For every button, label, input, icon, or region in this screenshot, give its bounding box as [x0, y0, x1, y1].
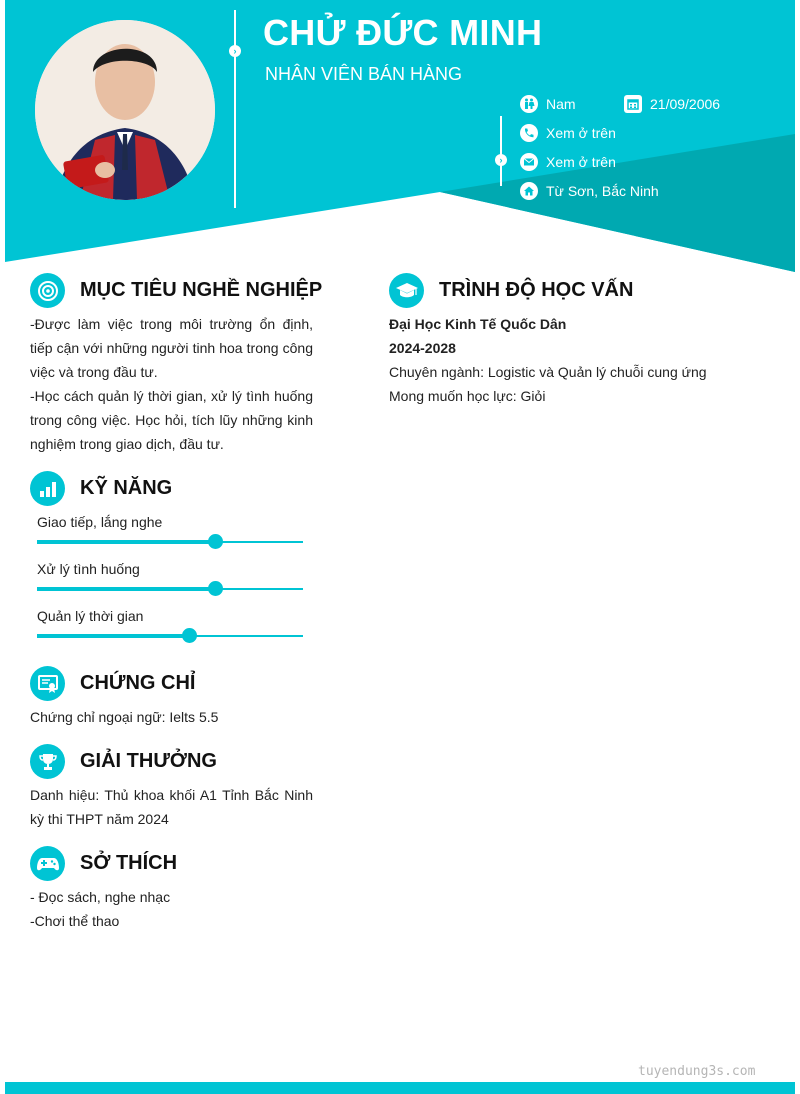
hobbies-title: SỞ THÍCH [80, 852, 178, 874]
hobby-item: - Đọc sách, nghe nhạc [30, 889, 171, 905]
awards-title: GIẢI THƯỞNG [80, 750, 217, 772]
skill-bar-fill [37, 634, 189, 638]
gender-info [520, 95, 576, 113]
objective-text-1: -Được làm việc trong môi trường ổn định, tiếp cận với những người tinh hoa trong công việc và trong đầu tư. [30, 316, 313, 380]
certificates-heading [30, 666, 195, 701]
contact-divider-node: › [495, 154, 507, 166]
home-icon [520, 182, 538, 200]
address-info [520, 182, 659, 200]
certificate-text: Chứng chỉ ngoại ngữ: Ielts 5.5 [30, 709, 219, 725]
trophy-icon [30, 744, 65, 779]
candidate-role: NHÂN VIÊN BÁN HÀNG [265, 64, 463, 84]
education-heading [389, 273, 633, 308]
header-divider-node: › [229, 45, 241, 57]
calendar-icon [624, 95, 642, 113]
gender-value: Nam [546, 96, 576, 112]
gamepad-icon [30, 846, 65, 881]
skill-bar-fill [37, 587, 215, 591]
education-school: Đại Học Kinh Tế Quốc Dân [389, 316, 567, 332]
skill-bar-knob [182, 628, 197, 643]
skill-label: Giao tiếp, lắng nghe [37, 514, 163, 530]
gender-icon [520, 95, 538, 113]
skill-bar [37, 588, 303, 590]
skill-bar [37, 635, 303, 637]
footer-bar [5, 1082, 795, 1094]
certificates-title: CHỨNG CHỈ [80, 672, 196, 694]
avatar [35, 20, 215, 200]
header-divider [234, 10, 236, 208]
skills-title: KỸ NĂNG [80, 477, 173, 499]
skill-bar-knob [208, 534, 223, 549]
hobby-item: -Chơi thể thao [30, 913, 120, 929]
skill-bar-knob [208, 581, 223, 596]
skill-label: Xử lý tình huống [37, 561, 140, 577]
email-info [520, 153, 616, 171]
education-title: TRÌNH ĐỘ HỌC VẤN [439, 279, 634, 301]
birthdate-value: 21/09/2006 [650, 96, 721, 112]
phone-info [520, 124, 616, 142]
bar-chart-icon [30, 471, 65, 506]
skill-label: Quản lý thời gian [37, 608, 144, 624]
education-years: 2024-2028 [389, 340, 456, 356]
birthdate-info [624, 95, 720, 113]
education-major: Chuyên ngành: Logistic và Quản lý chuỗi cung ứng [389, 364, 707, 380]
contact-divider [500, 116, 502, 186]
objective-title: MỤC TIÊU NGHỀ NGHIỆP [80, 279, 323, 301]
phone-icon [520, 124, 538, 142]
email-value: Xem ở trên [546, 154, 616, 170]
address-value: Từ Sơn, Bắc Ninh [546, 183, 659, 199]
phone-value: Xem ở trên [546, 125, 616, 141]
objective-heading [30, 273, 322, 308]
skills-heading [30, 471, 172, 506]
watermark: tuyendung3s.com [638, 1064, 756, 1079]
certificate-icon [30, 666, 65, 701]
candidate-name: CHỬ ĐỨC MINH [263, 12, 543, 53]
target-icon [30, 273, 65, 308]
awards-heading [30, 744, 217, 779]
mail-icon [520, 153, 538, 171]
graduation-cap-icon [389, 273, 424, 308]
skill-bar [37, 541, 303, 543]
hobbies-heading [30, 846, 177, 881]
education-goal: Mong muốn học lực: Giỏi [389, 388, 546, 404]
skill-bar-fill [37, 540, 215, 544]
award-text: Danh hiệu: Thủ khoa khối A1 Tỉnh Bắc Ninh kỳ thi THPT năm 2024 [30, 787, 313, 827]
objective-text-2: -Học cách quản lý thời gian, xử lý tình huống trong công việc. Học hỏi, tích lũy những kinh nghiệm trong giao dịch, đầu tư. [30, 388, 313, 452]
